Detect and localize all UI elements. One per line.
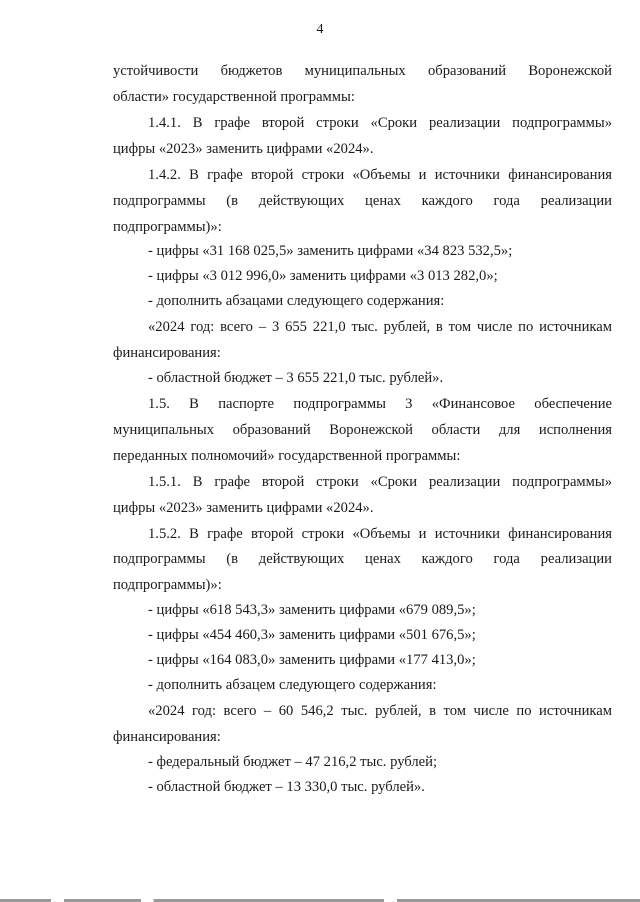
paragraph-line: подпрограммы (в действующих ценах каждого года реализации bbox=[113, 551, 612, 567]
list-item: - дополнить абзацами следующего содержания: bbox=[148, 293, 445, 309]
list-item: - областной бюджет – 13 330,0 тыс. рублей». bbox=[148, 779, 425, 795]
paragraph-line: цифры «2023» заменить цифрами «2024». bbox=[113, 500, 374, 516]
list-item: - цифры «164 083,0» заменить цифрами «177 413,0»; bbox=[148, 652, 476, 668]
list-item: - цифры «454 460,3» заменить цифрами «501 676,5»; bbox=[148, 627, 476, 643]
list-item: - цифры «618 543,3» заменить цифрами «679 089,5»; bbox=[148, 602, 476, 618]
paragraph-line: подпрограммы)»: bbox=[113, 577, 222, 593]
paragraph-line: подпрограммы (в действующих ценах каждого года реализации bbox=[113, 193, 612, 209]
paragraph-line: 1.5. В паспорте подпрограммы 3 «Финансовое обеспечение bbox=[148, 396, 612, 412]
paragraph-line: 1.4.2. В графе второй строки «Объемы и источники финансирования bbox=[148, 167, 612, 183]
list-item: - федеральный бюджет – 47 216,2 тыс. рублей; bbox=[148, 754, 437, 770]
list-item: - дополнить абзацем следующего содержания: bbox=[148, 677, 437, 693]
paragraph-line: подпрограммы)»: bbox=[113, 219, 222, 235]
paragraph-line: области» государственной программы: bbox=[113, 89, 355, 105]
list-item: - областной бюджет – 3 655 221,0 тыс. рублей». bbox=[148, 370, 444, 386]
paragraph-line: «2024 год: всего – 60 546,2 тыс. рублей, в том числе по источникам bbox=[148, 703, 612, 719]
paragraph-line: 1.4.1. В графе второй строки «Сроки реализации подпрограммы» bbox=[148, 115, 612, 131]
paragraph-line: переданных полномочий» государственной программы: bbox=[113, 448, 461, 464]
paragraph-line: 1.5.1. В графе второй строки «Сроки реализации подпрограммы» bbox=[148, 474, 612, 490]
list-item: - цифры «3 012 996,0» заменить цифрами «3 013 282,0»; bbox=[148, 268, 498, 284]
list-item: - цифры «31 168 025,5» заменить цифрами «34 823 532,5»; bbox=[148, 243, 513, 259]
paragraph-line: «2024 год: всего – 3 655 221,0 тыс. рублей, в том числе по источникам bbox=[148, 319, 612, 335]
page-number: 4 bbox=[316, 22, 324, 37]
paragraph-line: финансирования: bbox=[113, 345, 221, 361]
paragraph-line: цифры «2023» заменить цифрами «2024». bbox=[113, 141, 374, 157]
paragraph-line: финансирования: bbox=[113, 729, 221, 745]
paragraph-line: муниципальных образований Воронежской области для исполнения bbox=[113, 422, 612, 438]
paragraph-line: 1.5.2. В графе второй строки «Объемы и источники финансирования bbox=[148, 526, 612, 542]
paragraph-line: устойчивости бюджетов муниципальных образований Воронежской bbox=[113, 63, 612, 79]
